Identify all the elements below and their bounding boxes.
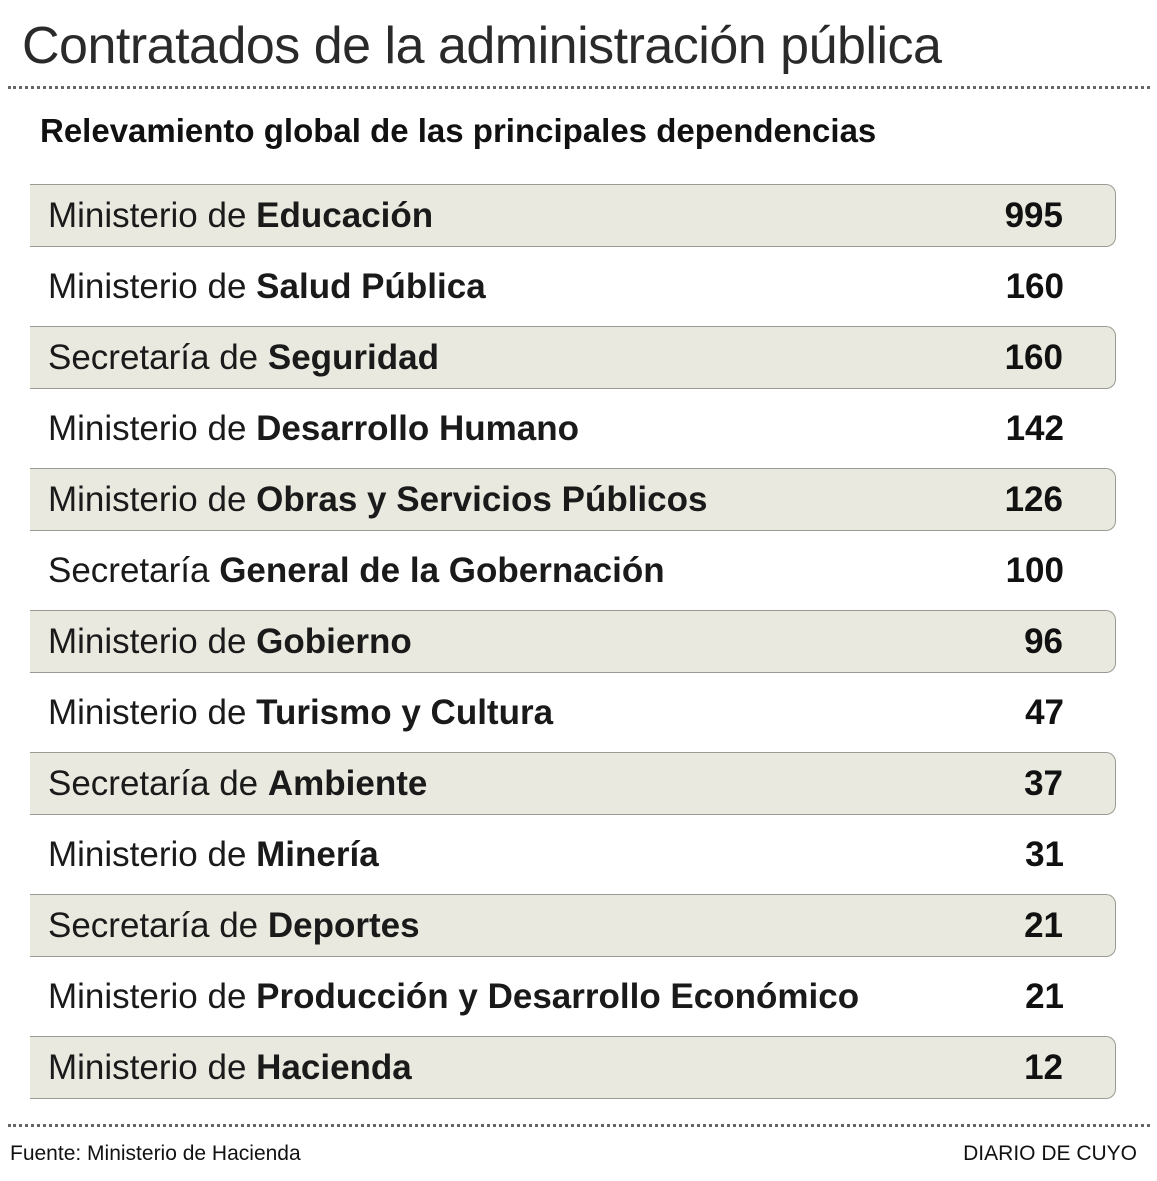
row-prefix: Ministerio de: [48, 1047, 247, 1087]
table-row: [30, 823, 1116, 886]
row-name: Ambiente: [267, 763, 428, 803]
table-row: [30, 965, 1116, 1028]
table-row: [30, 1036, 1116, 1099]
row-name: Hacienda: [256, 1047, 412, 1087]
row-value: 995: [1004, 195, 1063, 235]
table-row: [30, 397, 1116, 460]
row-prefix: Secretaría: [48, 550, 210, 590]
row-label: [48, 835, 379, 875]
page-title: Contratados de la administración pública: [22, 17, 942, 75]
row-name: Educación: [256, 195, 434, 235]
table-row: [30, 681, 1116, 744]
row-label: [48, 409, 579, 449]
row-prefix: Secretaría de: [48, 337, 259, 377]
row-label: [48, 693, 553, 733]
table-row: [30, 255, 1116, 318]
row-label: [48, 764, 427, 804]
row-prefix: Ministerio de: [48, 976, 247, 1016]
row-label: [48, 906, 420, 946]
row-prefix: Secretaría de: [48, 763, 259, 803]
row-prefix: Ministerio de: [48, 266, 247, 306]
row-value: 37: [1024, 763, 1063, 803]
row-value: 96: [1024, 621, 1063, 661]
table-row: [30, 894, 1116, 957]
row-prefix: Ministerio de: [48, 834, 247, 874]
row-value: 12: [1024, 1047, 1063, 1087]
row-value: 31: [1025, 834, 1064, 874]
row-value: 160: [1005, 266, 1064, 306]
row-name: Minería: [256, 834, 379, 874]
row-prefix: Ministerio de: [48, 479, 247, 519]
table-row: [30, 326, 1116, 389]
table-row: [30, 610, 1116, 673]
row-label: [48, 196, 433, 236]
table-row: [30, 539, 1116, 602]
row-name: Turismo y Cultura: [256, 692, 554, 732]
row-prefix: Ministerio de: [48, 692, 247, 732]
row-label: [48, 1048, 412, 1088]
row-label: [48, 267, 486, 307]
row-prefix: Ministerio de: [48, 195, 247, 235]
table-row: [30, 752, 1116, 815]
row-name: Desarrollo Humano: [256, 408, 580, 448]
row-label: [48, 338, 439, 378]
row-prefix: Ministerio de: [48, 621, 247, 661]
row-prefix: Secretaría de: [48, 905, 259, 945]
row-label: [48, 480, 707, 520]
row-name: Seguridad: [267, 337, 439, 377]
brand-credit: DIARIO DE CUYO: [963, 1142, 1137, 1165]
table-row: [30, 468, 1116, 531]
row-name: Obras y Servicios Públicos: [256, 479, 708, 519]
row-label: [48, 977, 859, 1017]
row-name: Salud Pública: [256, 266, 486, 306]
row-name: Gobierno: [256, 621, 412, 661]
row-value: 126: [1004, 479, 1063, 519]
row-value: 47: [1025, 692, 1064, 732]
row-prefix: Ministerio de: [48, 408, 247, 448]
source-note: Fuente: Ministerio de Hacienda: [10, 1142, 301, 1165]
row-name: Deportes: [267, 905, 420, 945]
row-name: Producción y Desarrollo Económico: [256, 976, 860, 1016]
bottom-divider: [8, 1124, 1150, 1127]
row-name: General de la Gobernación: [219, 550, 665, 590]
row-value: 100: [1005, 550, 1064, 590]
row-label: [48, 622, 412, 662]
table-row: [30, 184, 1116, 247]
row-value: 160: [1004, 337, 1063, 377]
row-value: 21: [1025, 976, 1064, 1016]
row-value: 142: [1005, 408, 1064, 448]
row-value: 21: [1024, 905, 1063, 945]
row-label: [48, 551, 665, 591]
chart-subtitle: Relevamiento global de las principales dependencias: [40, 112, 877, 149]
